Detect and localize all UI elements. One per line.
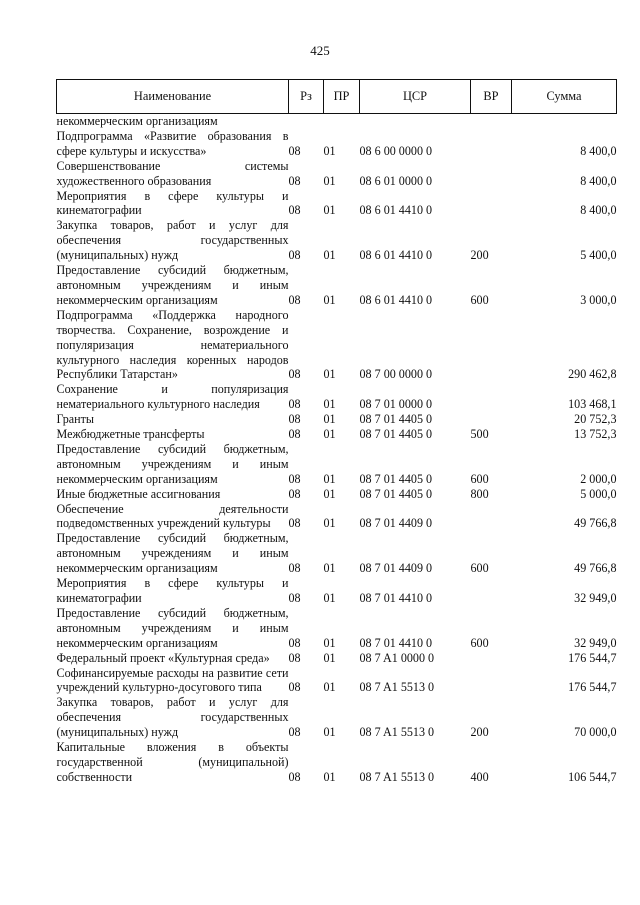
cell-vr — [471, 502, 512, 532]
cell-name: Иные бюджетные ассигнования — [56, 486, 221, 501]
cell-sum: 32 949,0 — [574, 635, 617, 650]
cell-csr: 08 7 01 4410 0 — [359, 635, 433, 650]
cell-sum: 8 400,0 — [580, 173, 617, 188]
cell-sum: 103 468,1 — [568, 397, 617, 412]
cell-rz: 08 — [288, 248, 301, 263]
cell-sum: 70 000,0 — [574, 725, 617, 740]
cell-name: Софинансируемые расходы на развитие сети учреждений культурно-досугового типа — [56, 665, 289, 695]
table-row — [57, 576, 617, 606]
cell-csr: 08 7 A1 5513 0 — [359, 769, 435, 784]
table-row — [57, 427, 617, 442]
cell-csr: 08 7 A1 5513 0 — [359, 680, 435, 695]
cell-name: Капитальные вложения в объекты государственной (муниципальной) собственности — [56, 740, 289, 784]
table-body — [57, 114, 617, 785]
cell-pr: 01 — [323, 143, 336, 158]
cell-name: Обеспечение деятельности подведомственных учреждений культуры — [56, 501, 289, 531]
cell-vr — [471, 129, 512, 159]
cell-rz: 08 — [288, 203, 301, 218]
cell-name: Предоставление субсидий бюджетным, автономным учреждениям и иным некоммерческим организациям — [56, 263, 289, 307]
cell-csr: 08 6 01 0000 0 — [359, 173, 433, 188]
table-row — [57, 740, 617, 785]
cell-csr: 08 6 01 4410 0 — [359, 203, 433, 218]
cell-csr: 08 7 A1 5513 0 — [359, 725, 435, 740]
cell-name: Сохранение и популяризация нематериального культурного наследия — [56, 382, 289, 412]
cell-sum: 5 000,0 — [580, 486, 617, 501]
cell-pr: 01 — [323, 516, 336, 531]
cell-csr: 08 7 01 4409 0 — [359, 516, 433, 531]
cell-csr: 08 6 01 4410 0 — [359, 292, 433, 307]
table-row — [57, 502, 617, 532]
table-row — [57, 695, 617, 740]
table-row — [57, 189, 617, 219]
table-row — [57, 666, 617, 696]
cell-name: Закупка товаров, работ и услуг для обеспечения государственных (муниципальных) нужд — [56, 695, 289, 740]
cell-rz: 08 — [288, 412, 301, 427]
cell-rz: 08 — [288, 650, 301, 665]
cell-vr: 200 — [470, 248, 489, 263]
header-name: Наименование — [57, 80, 289, 114]
cell-vr: 600 — [470, 561, 489, 576]
cell-csr: 08 7 01 4409 0 — [359, 561, 433, 576]
cell-pr: 01 — [323, 292, 336, 307]
cell-rz: 08 — [288, 486, 301, 501]
cell-vr: 400 — [470, 769, 489, 784]
cell-vr: 800 — [470, 486, 489, 501]
cell-sum: 49 766,8 — [574, 516, 617, 531]
cell-vr: 600 — [470, 635, 489, 650]
cell-rz: 08 — [288, 516, 301, 531]
cell-vr — [471, 159, 512, 189]
table-row — [57, 308, 617, 383]
continuation-text: некоммерческим организациям — [56, 114, 218, 128]
cell-pr: 01 — [323, 680, 336, 695]
cell-csr: 08 7 A1 0000 0 — [359, 650, 435, 665]
table-row — [57, 412, 617, 427]
cell-name: Предоставление субсидий бюджетным, автономным учреждениям и иным некоммерческим организациям — [56, 441, 289, 486]
header-vr: ВР — [471, 80, 512, 114]
cell-rz: 08 — [288, 173, 301, 188]
header-pr: ПР — [324, 80, 360, 114]
cell-vr — [471, 651, 512, 666]
cell-pr: 01 — [323, 650, 336, 665]
cell-sum: 32 949,0 — [574, 591, 617, 605]
table-row — [57, 487, 617, 502]
cell-name: Межбюджетные трансферты — [56, 427, 205, 442]
cell-rz: 08 — [288, 292, 301, 307]
cell-csr: 08 7 01 4410 0 — [359, 591, 433, 605]
cell-sum: 49 766,8 — [574, 561, 617, 576]
cell-name: Совершенствование системы художественного образования — [56, 158, 289, 188]
table-row — [57, 531, 617, 576]
cell-rz: 08 — [288, 397, 301, 412]
cell-pr: 01 — [323, 367, 336, 382]
cell-rz: 08 — [288, 471, 301, 486]
cell-rz: 08 — [288, 680, 301, 695]
cell-sum: 13 752,3 — [574, 427, 617, 442]
cell-sum: 176 544,7 — [568, 650, 617, 665]
cell-rz: 08 — [288, 427, 301, 442]
table-row — [57, 129, 617, 159]
cell-sum: 8 400,0 — [580, 203, 617, 218]
cell-name: Мероприятия в сфере культуры и кинематографии — [56, 188, 289, 218]
cell-rz: 08 — [288, 591, 301, 605]
cell-csr: 08 7 01 4405 0 — [359, 427, 433, 442]
cell-vr — [471, 308, 512, 383]
cell-pr: 01 — [323, 203, 336, 218]
cell-csr: 08 7 01 0000 0 — [359, 397, 433, 412]
page-number: 425 — [310, 43, 330, 58]
cell-vr — [471, 666, 512, 696]
cell-name: Закупка товаров, работ и услуг для обеспечения государственных (муниципальных) нужд — [56, 218, 289, 263]
cell-pr: 01 — [323, 173, 336, 188]
cell-vr: 500 — [470, 427, 489, 442]
cell-rz: 08 — [288, 725, 301, 740]
cell-name: Подпрограмма «Поддержка народного творчества. Сохранение, возрождение и популяризация нематериального культурного наследия коренных народов Республики Татарстан» — [56, 307, 289, 382]
cell-pr: 01 — [323, 769, 336, 784]
cell-name: Федеральный проект «Культурная среда» — [56, 650, 270, 665]
cell-vr: 600 — [470, 471, 489, 486]
cell-sum: 3 000,0 — [580, 292, 617, 307]
header-rz: Рз — [289, 80, 324, 114]
cell-name: Гранты — [56, 412, 95, 427]
cell-pr: 01 — [323, 397, 336, 412]
table-row — [57, 382, 617, 412]
cell-name: Подпрограмма «Развитие образования в сфере культуры и искусства» — [56, 128, 289, 158]
cell-rz: 08 — [288, 143, 301, 158]
cell-pr: 01 — [323, 248, 336, 263]
cell-pr: 01 — [323, 412, 336, 427]
cell-vr — [471, 576, 512, 606]
cell-csr: 08 7 01 4405 0 — [359, 471, 433, 486]
cell-sum: 20 752,3 — [574, 412, 617, 427]
cell-name: Мероприятия в сфере культуры и кинематографии — [56, 576, 289, 605]
table-row — [57, 651, 617, 666]
table-row — [57, 263, 617, 308]
table-header-row — [57, 80, 617, 114]
budget-table — [56, 79, 617, 785]
table-row — [57, 606, 617, 651]
cell-sum: 176 544,7 — [568, 680, 617, 695]
cell-pr: 01 — [323, 591, 336, 605]
cell-sum: 106 544,7 — [568, 769, 617, 784]
cell-csr: 08 7 01 4405 0 — [359, 412, 433, 427]
table-row — [57, 442, 617, 487]
cell-sum: 8 400,0 — [580, 143, 617, 158]
cell-sum: 2 000,0 — [580, 471, 617, 486]
cell-name: Предоставление субсидий бюджетным, автономным учреждениям и иным некоммерческим организациям — [56, 531, 289, 576]
cell-sum: 5 400,0 — [580, 248, 617, 263]
cell-csr: 08 6 00 0000 0 — [359, 143, 433, 158]
cell-csr: 08 6 01 4410 0 — [359, 248, 433, 263]
cell-name: Предоставление субсидий бюджетным, автономным учреждениям и иным некоммерческим организациям — [56, 605, 289, 650]
continuation-row — [57, 114, 617, 129]
cell-pr: 01 — [323, 427, 336, 442]
cell-vr — [471, 382, 512, 412]
table-row — [57, 218, 617, 263]
header-sum: Сумма — [512, 80, 617, 114]
table-row — [57, 159, 617, 189]
cell-pr: 01 — [323, 486, 336, 501]
cell-rz: 08 — [288, 769, 301, 784]
cell-csr: 08 7 00 0000 0 — [359, 367, 433, 382]
cell-pr: 01 — [323, 725, 336, 740]
cell-pr: 01 — [323, 635, 336, 650]
cell-rz: 08 — [288, 635, 301, 650]
cell-pr: 01 — [323, 471, 336, 486]
header-csr: ЦСР — [360, 80, 471, 114]
cell-sum: 290 462,8 — [568, 367, 617, 382]
cell-vr — [471, 412, 512, 427]
cell-csr: 08 7 01 4405 0 — [359, 486, 433, 501]
cell-rz: 08 — [288, 561, 301, 576]
cell-vr: 200 — [470, 725, 489, 740]
cell-rz: 08 — [288, 367, 301, 382]
cell-pr: 01 — [323, 561, 336, 576]
cell-vr — [471, 189, 512, 219]
cell-vr: 600 — [470, 292, 489, 307]
